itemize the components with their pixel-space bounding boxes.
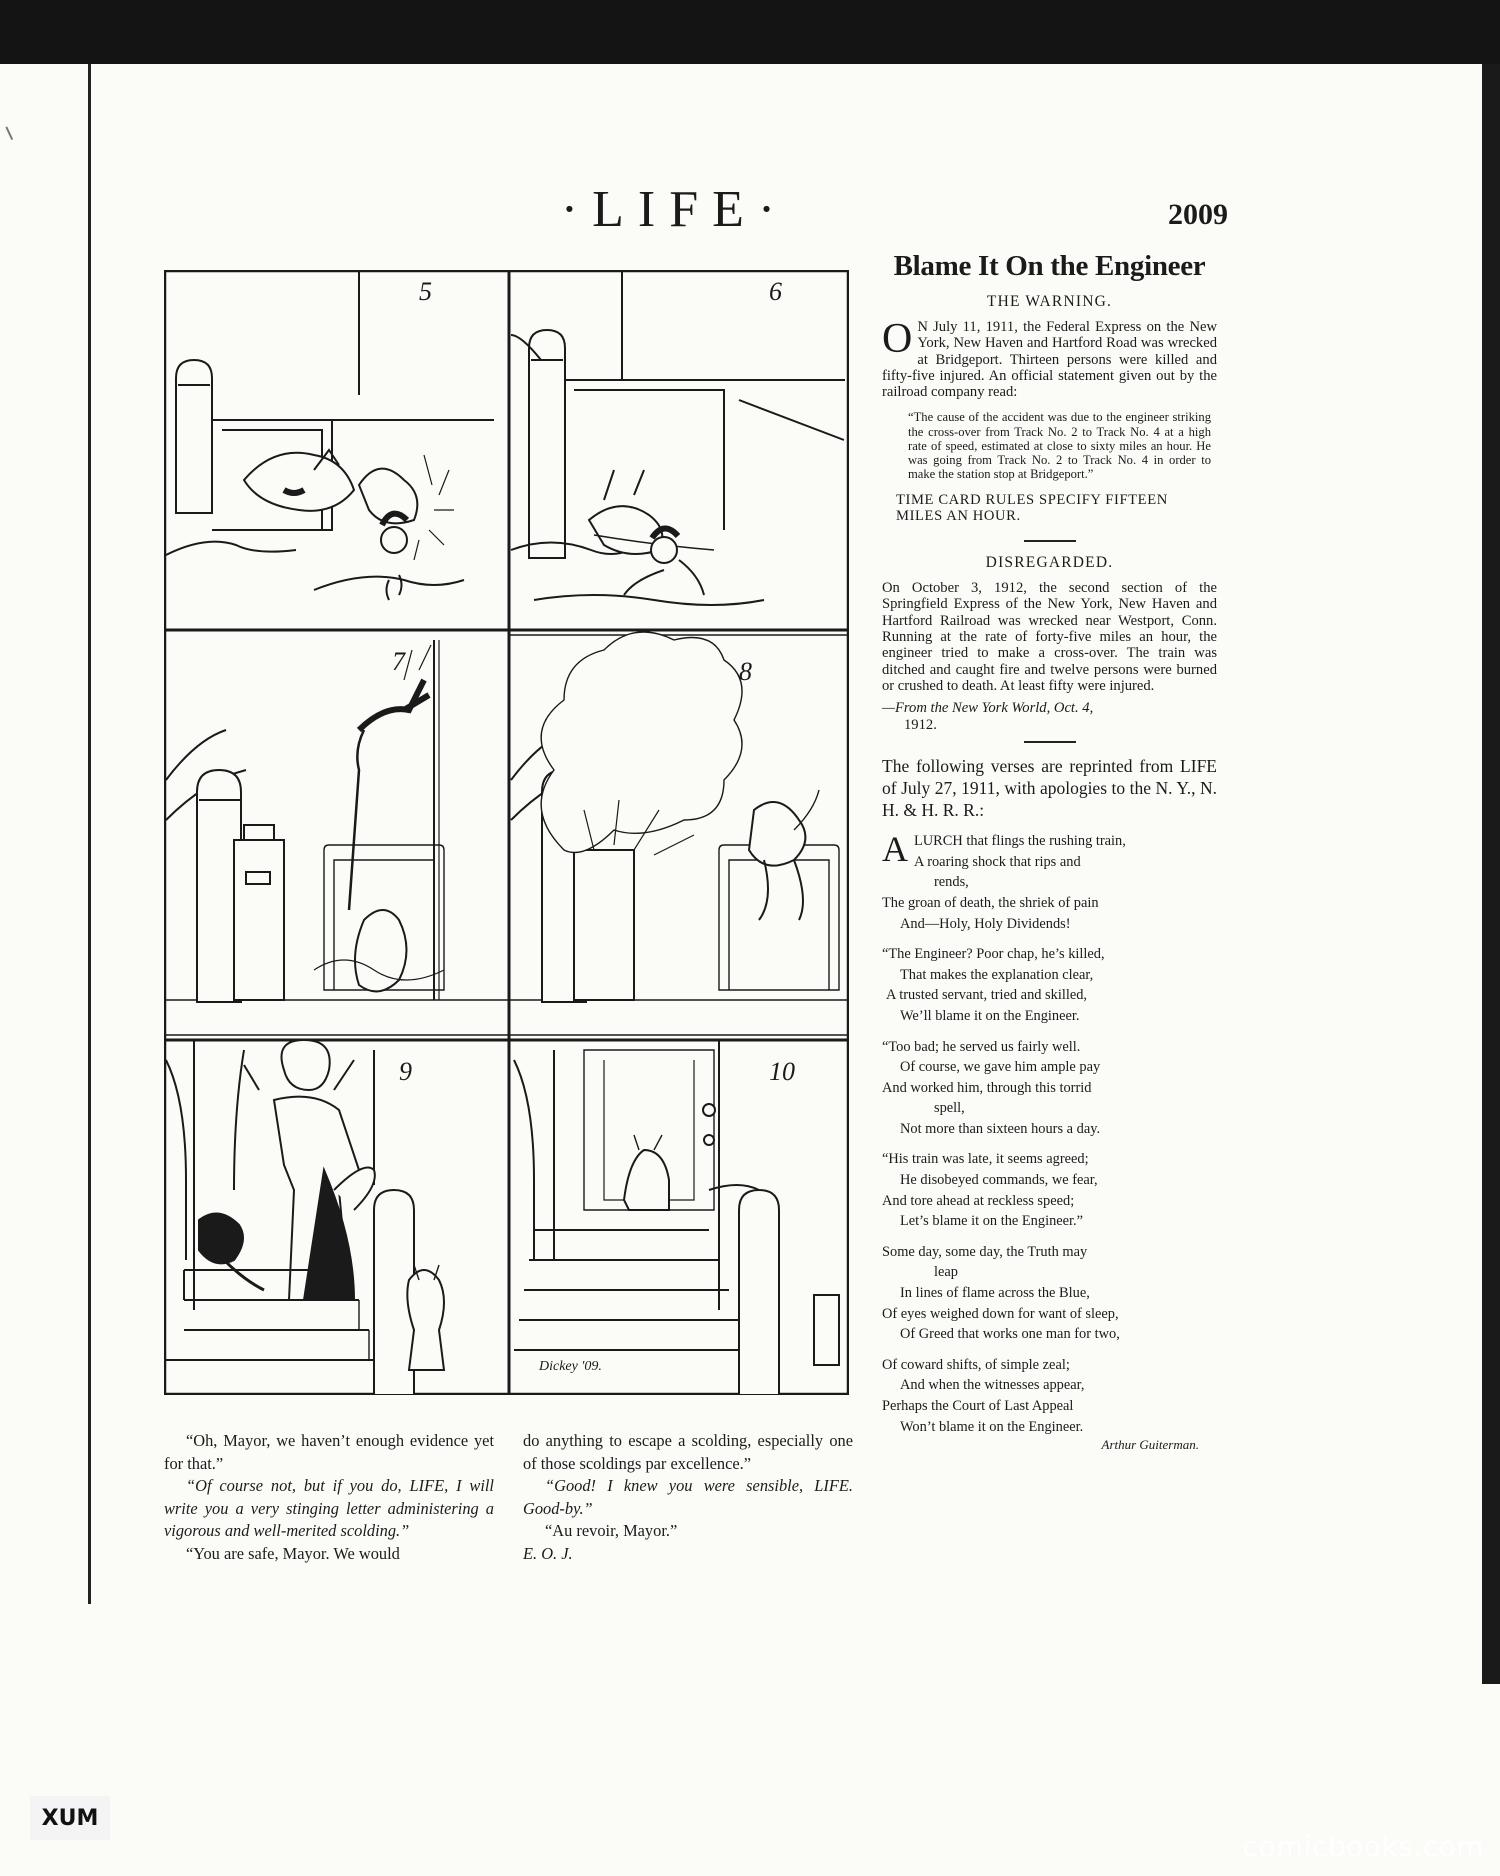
divider-rule-2 [1024,741,1076,743]
official-statement-quote: “The cause of the accident was due to the engineer striking the cross-over from Track No. 2 to Track No. 4 at a high rate of speed, estimated at close to sixty miles an hour. He was going from Track No. 2 to Track No. 4 in order to make the station stop at Bridgeport.” [908,410,1211,482]
verse-line: In lines of flame across the Blue, [900,1285,1090,1302]
section-title-disregarded: DISREGARDED. [985,554,1114,572]
page-edge-right [1482,64,1500,1684]
section-title-warning: THE WARNING. [986,293,1113,310]
verse-line: Of eyes weighed down for want of sleep, [882,1305,1119,1322]
dialogue-p2: “Of course not, but if you do, LIFE, I will write you a very stinging letter administering a vigorous and well-merited scolding.” [164,1476,494,1541]
time-card-rules: TIME CARD RULES SPECIFY FIFTEEN MILES AN HOUR. [896,491,1168,524]
comic-strip [164,270,849,1395]
source-credit [882,700,1217,733]
panel-number-8: 8 [739,657,752,686]
dialogue-p6: “Au revoir, Mayor.” [545,1521,678,1541]
verse-line: “Too bad; he served us fairly well. [882,1038,1081,1055]
verse-line: Of coward shifts, of simple zeal; [882,1356,1070,1373]
dialogue-p4: do anything to escape a scolding, especially one of those scoldings par excellence.” [523,1431,853,1473]
verse-line: Of Greed that works one man for two, [900,1326,1120,1343]
artist-signature: Dickey '09. [539,1359,602,1374]
verse-line: And worked him, through this torrid [882,1079,1092,1096]
article-headline: Blame It On the Engineer [893,250,1206,282]
panel-number-6: 6 [769,277,782,306]
verse-line: leap [934,1264,958,1281]
divider-rule [1024,540,1076,542]
verse-line: “The Engineer? Poor chap, he’s killed, [882,946,1105,963]
dialogue-p1: “Oh, Mayor, we haven’t enough evidence yet for that.” [164,1431,494,1473]
verse-line: LURCH that flings the rushing train, [914,833,1126,850]
verse-line: “His train was late, it seems agreed; [882,1151,1089,1168]
xum-stamp: XUM [30,1796,110,1840]
panel-9 [166,1040,444,1395]
dropcap-a: A [882,829,908,870]
author-signature: Arthur Guiterman. [1101,1437,1199,1453]
verse-line: And tore ahead at reckless speed; [882,1192,1075,1209]
comic-artwork [164,270,849,1395]
watermark: comicbooks.com [1242,1830,1484,1863]
page-edge-left [88,64,91,1604]
warning-text: N July 11, 1911, the Federal Express on the New York, New Haven and Hartford Road was wrecked at Bridgeport. Thirteen persons were killed and fifty-five injured. An official statement given out by the railroad company read: [882,319,1217,401]
panel-number-7: 7 [392,647,405,676]
verse-line: rends, [934,874,969,891]
verse-line: And when the witnesses appear, [900,1377,1085,1394]
masthead: ·LIFE· [560,181,790,238]
panel-number-10: 10 [769,1057,795,1086]
author-initials: E. O. J. [523,1543,573,1563]
warning-paragraph [882,316,1217,401]
verse-line: He disobeyed commands, we fear, [900,1172,1098,1189]
stanza-3 [882,1037,1217,1140]
stanza-6 [882,1355,1217,1437]
verse-line: A trusted servant, tried and skilled, [886,987,1088,1004]
stanza-2 [882,944,1217,1026]
verse-line: The groan of death, the shriek of pain [882,894,1099,911]
panel-7 [166,640,509,1002]
verses-intro: The following verses are reprinted from LIFE of July 27, 1911, with apologies to the N. Y., N. H. & H. R. R.: [882,756,1217,821]
source-year: 1912. [904,716,937,733]
verse-line: A roaring shock that rips and [914,853,1081,870]
panel-10 [514,1040,839,1395]
dialogue-p3: “You are safe, Mayor. We would [186,1543,400,1563]
panel-6 [511,272,845,605]
dropcap-o: O [882,316,913,362]
dialogue-column-2 [523,1430,853,1566]
article-column [882,250,1217,1453]
dialogue-p5: “Good! I knew you were sensible, LIFE. Good-by.” [523,1476,853,1518]
stanza-5 [882,1242,1217,1345]
panel-8 [511,632,839,1002]
page-number: 2009 [1168,198,1228,231]
stanza-1 [882,831,1217,934]
verse-line: Some day, some day, the Truth may [882,1243,1088,1260]
verse-line: Perhaps the Court of Last Appeal [882,1398,1074,1415]
verse-line: Let’s blame it on the Engineer.” [900,1213,1084,1230]
stanza-4 [882,1149,1217,1231]
verse-line: We’ll blame it on the Engineer. [900,1007,1080,1024]
source-credit-text: —From the New York World, Oct. 4, [882,700,1094,717]
verse-line: That makes the explanation clear, [900,966,1094,983]
verse-line: Won’t blame it on the Engineer. [900,1418,1084,1435]
verse-line: Not more than sixteen hours a day. [900,1120,1101,1137]
verse-line: Of course, we gave him ample pay [900,1059,1101,1076]
dialogue-column-1 [164,1430,494,1566]
verse-line: spell, [934,1100,965,1117]
panel-number-5: 5 [419,277,432,306]
disregarded-paragraph: On October 3, 1912, the second section of the Springfield Express of the New York, New Haven and Hartford Railroad was wrecked near Westport, Conn. Running at the rate of forty-five miles an hour, the engineer tried to make a cross-over. The train was ditched and caught fire and twelve persons were burned or crushed to death. At least fifty were injured. [882,580,1217,694]
verse-line: And—Holy, Holy Dividends! [900,915,1071,932]
panel-5 [166,272,494,600]
panel-number-9: 9 [399,1057,412,1086]
